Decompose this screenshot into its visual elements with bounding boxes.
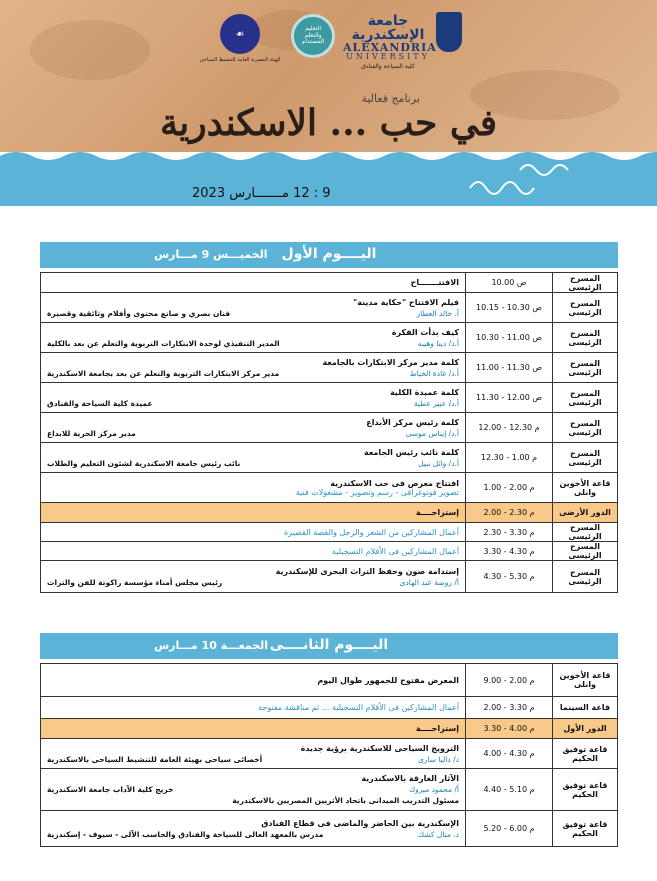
schedule-row <box>41 811 618 847</box>
schedule-row <box>41 413 618 443</box>
row-time: 2.00 - 3.30 م <box>466 697 553 719</box>
schedule-row <box>41 739 618 769</box>
speaker-name: أ. خالد العطار <box>416 308 459 318</box>
activity-title: فيلم الافتتاح "حكاية مدينة" <box>353 297 459 307</box>
row-time: 3.30 - 4.00 م <box>466 719 553 739</box>
activity-title: الافتتـــــــاح <box>410 278 459 287</box>
tourism-authority-logo: ☙ الهيئة المصرية العامة للتنشيط السياحي <box>195 14 285 63</box>
row-activity <box>41 561 466 593</box>
row-venue: قاعة الأخوين وانلى <box>553 473 618 503</box>
main-title: في حب ... الاسكندرية <box>159 102 498 144</box>
speaker-role: أخصائى سياحى بهيئة العامة للتنشيط السياحى بالاسكندرية <box>47 754 263 764</box>
speaker-name: د. منال كشك <box>417 829 459 839</box>
row-time: 1.00 - 2.00 م <box>466 473 553 503</box>
schedule-row <box>41 503 618 523</box>
row-venue: الدور الأول <box>553 719 618 739</box>
row-venue: المسرح الرئيسى <box>553 353 618 383</box>
row-time: 4.30 - 5.30 م <box>466 561 553 593</box>
speaker-line <box>47 369 459 378</box>
activity-title: إستدامة صون وحفظ التراث البحرى للإسكندرية <box>275 566 459 576</box>
row-venue: المسرح الرئيسى <box>553 383 618 413</box>
event-dates: 9 : 12 مـــــــارس 2023 <box>192 186 331 201</box>
day2-schedule-table <box>40 663 618 847</box>
row-time: 10.15 - 10.30 ص <box>466 293 553 323</box>
speaker-role: خريج كلية الآداب جامعة الاسكندرية <box>47 785 174 794</box>
activity-title: الآثار الغارقة بالاسكندرية <box>361 774 459 783</box>
row-venue: المسرح الرئيسى <box>553 561 618 593</box>
row-venue: المسرح الرئيسى <box>553 413 618 443</box>
activity-highlight: أعمال المشاركين فى الأفلام التسجيلية ... ثم مناقشة مفتوحة <box>258 703 459 712</box>
activity-highlight: أعمال المشاركين من الشعر والزجل والقصة القصيرة <box>283 527 459 537</box>
dates-strip <box>0 206 657 236</box>
speaker-name: أ.د/ إيناس موسى <box>405 428 459 438</box>
row-venue: قاعة السينما <box>553 697 618 719</box>
row-activity <box>41 697 466 719</box>
row-venue: قاعة توفيق الحكيم <box>553 769 618 811</box>
row-activity <box>41 503 466 523</box>
speaker-name: أ/ روضة عبد الهادى <box>399 577 459 587</box>
row-venue: قاعة توفيق الحكيم <box>553 811 618 847</box>
speaker-name: أ.د/ وائل نبيل <box>418 458 459 468</box>
row-time: 2.00 - 2.30 م <box>466 503 553 523</box>
row-time: 5.20 - 6.00 م <box>466 811 553 847</box>
speaker-role: المدير التنفيذي لوحدة الابتكارات التربوية والتعلم عن بعد بالكلية <box>47 338 280 348</box>
row-activity <box>41 273 466 293</box>
speaker-name: أ/ محمود مبروك <box>408 785 459 794</box>
activity-title: كلمة مدير مركز الابتكارات بالجامعة <box>322 357 459 367</box>
speaker-line <box>47 429 459 438</box>
speaker-role: فنان بصري و صانع محتوى وأفلام وثائقية وقصيرة <box>47 308 231 318</box>
row-activity <box>41 664 466 697</box>
schedule-row <box>41 523 618 542</box>
lighthouse-emblem-icon <box>436 12 462 52</box>
activity-title: إستراحــــة <box>415 508 459 517</box>
row-activity <box>41 353 466 383</box>
row-activity <box>41 811 466 847</box>
speaker-name: أ.د/ غادة الخياط <box>409 368 459 378</box>
day1-schedule-table <box>40 272 618 593</box>
schedule-row <box>41 323 618 353</box>
row-time: 11.30 - 12.00 ص <box>466 383 553 413</box>
schedule-row <box>41 664 618 697</box>
row-venue: قاعة توفيق الحكيم <box>553 739 618 769</box>
row-venue: المسرح الرئيسى <box>553 542 618 561</box>
row-time: 4.00 - 4.30 م <box>466 739 553 769</box>
row-activity <box>41 739 466 769</box>
activity-title: الإسكندرية بين الحاضر والماضى فى قطاع الفنادق <box>261 818 459 828</box>
row-venue: الدور الأرضى <box>553 503 618 523</box>
header-banner <box>0 0 657 152</box>
speaker-line <box>47 399 459 408</box>
row-time: 2.30 - 3.30 م <box>466 523 553 542</box>
schedule-row <box>41 473 618 503</box>
speaker-line <box>47 785 459 794</box>
row-time: 10.00 ص <box>466 273 553 293</box>
activity-title: كلمة رئيس مركز الأبداع <box>366 417 459 427</box>
schedule-row <box>41 697 618 719</box>
speaker-role: نائب رئيس جامعة الاسكندرية لشئون التعليم والطلاب <box>47 458 241 468</box>
activity-title: كلمة عميدة الكلية <box>390 387 459 397</box>
activity-title: المعرض مفتوح للجمهور طوال اليوم <box>317 675 459 685</box>
alexandria-university-logo: جامعة الإسكندرية ALEXANDRIA UNIVERSITY كلية السياحة والفنادق <box>343 13 437 70</box>
activity-title: إستراحــــة <box>415 724 459 733</box>
sustainable-learning-logo: التعليم والتعلم المستدام <box>285 14 341 58</box>
row-time: 12.00 - 12.30 م <box>466 413 553 443</box>
row-activity <box>41 523 466 542</box>
row-time: 3.30 - 4.30 م <box>466 542 553 561</box>
tourism-emblem-icon: ☙ <box>220 14 260 54</box>
row-time: 12.30 - 1.00 م <box>466 443 553 473</box>
schedule-row <box>41 443 618 473</box>
row-activity <box>41 323 466 353</box>
row-venue: المسرح الرئيسى <box>553 443 618 473</box>
speaker-line <box>47 459 459 468</box>
row-activity <box>41 293 466 323</box>
activity-title: كيف بدأت الفكرة <box>391 327 459 337</box>
speaker-role: مدرس بالمعهد العالى للسياحة والفنادق والحاسب الآلى - سيوف - إسكندرية <box>47 829 324 839</box>
schedule-row <box>41 719 618 739</box>
row-activity <box>41 769 466 811</box>
speaker-name: د/ داليا سارى <box>418 754 459 764</box>
speaker-line <box>47 830 459 839</box>
speaker-line <box>47 309 459 318</box>
speaker-name: أ.د/ دينا وهيبه <box>417 338 459 348</box>
schedule-row <box>41 383 618 413</box>
day1-header: اليــــوم الأول الخميـــس 9 مـــارس <box>40 242 618 268</box>
speaker-role-line2 <box>47 796 459 805</box>
activity-title: كلمة نائب رئيس الجامعة <box>364 447 459 457</box>
speaker-line <box>47 578 459 587</box>
row-time: 10.30 - 11.00 ص <box>466 323 553 353</box>
row-venue: قاعة الأخوين وانلى <box>553 664 618 697</box>
activity-title: افتتاح معرض فى حب الاسكندرية <box>330 478 459 488</box>
speaker-line <box>47 755 459 764</box>
schedule-row <box>41 561 618 593</box>
schedule-row <box>41 293 618 323</box>
speaker-role2: مسئول التدريب الميدانى باتحاد الأثريين المصريين بالاسكندرية <box>232 796 459 805</box>
speaker-role: مدير مركز الحرية للابداع <box>47 428 136 438</box>
row-venue: المسرح الرئيسى <box>553 323 618 353</box>
row-activity <box>41 719 466 739</box>
speaker-line <box>47 339 459 348</box>
row-venue: المسرح الرئيسى <box>553 273 618 293</box>
row-activity <box>41 443 466 473</box>
speaker-role: عميدة كلية السياحة والفنادق <box>47 398 153 408</box>
activity-highlight: أعمال المشاركين فى الأفلام التسجيلية <box>331 546 459 556</box>
row-activity <box>41 383 466 413</box>
row-time: 9.00 - 2.00 م <box>466 664 553 697</box>
schedule-row <box>41 273 618 293</box>
activity-title: الترويج السياحى للاسكندرية برؤية جديدة <box>300 743 459 753</box>
schedule-row <box>41 542 618 561</box>
day2-header: اليــــوم الثانــــى الجمعـــة 10 مـــارس <box>40 633 618 659</box>
speaker-role: مدير مركز الابتكارات التربوية والتعلم عن بعد بجامعة الاسكندرية <box>47 368 280 378</box>
row-activity <box>41 473 466 503</box>
row-venue: المسرح الرئيسى <box>553 523 618 542</box>
schedule-row <box>41 769 618 811</box>
speaker-name: أ.د/ عبير عطية <box>413 398 459 408</box>
row-time: 4.40 - 5.10 م <box>466 769 553 811</box>
schedule-row <box>41 353 618 383</box>
program-label: برنامج فعالية <box>361 92 420 105</box>
row-activity <box>41 413 466 443</box>
row-venue: المسرح الرئيسى <box>553 293 618 323</box>
row-time: 11.00 - 11.30 ص <box>466 353 553 383</box>
row-activity <box>41 542 466 561</box>
speaker-role: رئيس مجلس أمناء مؤسسة راكوتة للفن والتراث <box>47 577 223 587</box>
activity-highlight: تصوير فوتوغرافى - رسم وتصوير - مشغولات فنية <box>295 487 459 497</box>
